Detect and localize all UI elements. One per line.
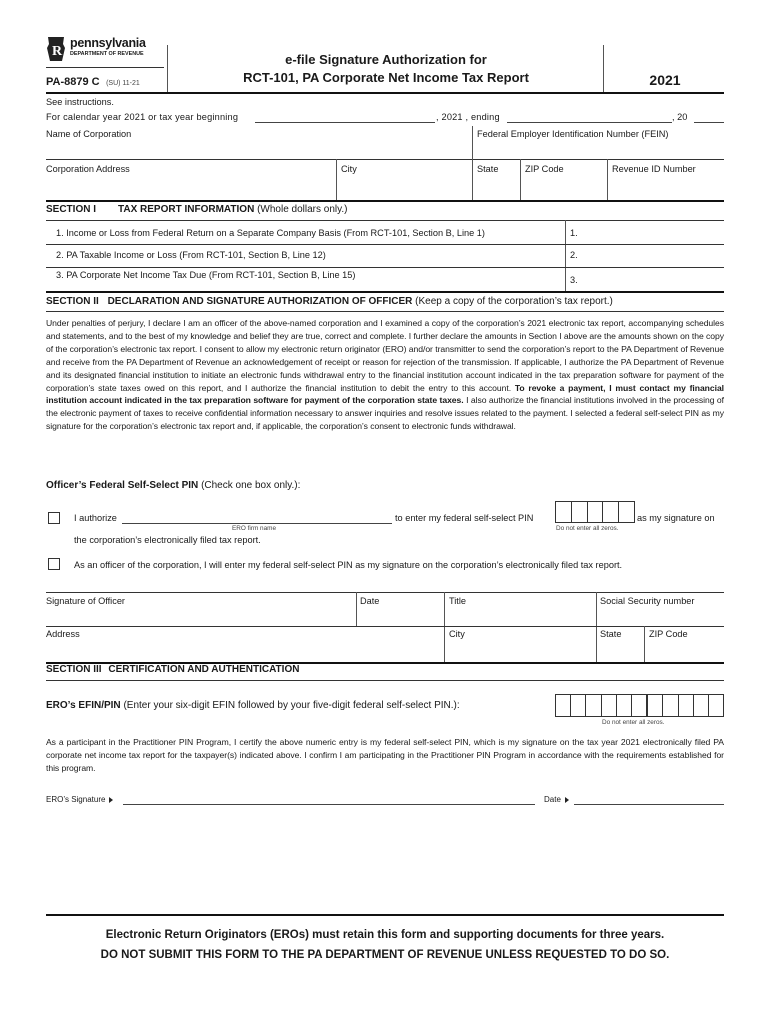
sig-officer-field[interactable] bbox=[46, 608, 354, 625]
form-revision: (SU) 11-21 bbox=[106, 80, 140, 87]
zip-label: ZIP Code bbox=[525, 164, 564, 174]
sig-title-field[interactable] bbox=[446, 608, 594, 625]
option2-checkbox[interactable] bbox=[48, 558, 60, 570]
state-label: State bbox=[477, 164, 499, 174]
section3-header bbox=[46, 664, 299, 675]
ero-firm-name-label: ERO firm name bbox=[232, 525, 277, 532]
svg-text:R: R bbox=[52, 44, 63, 59]
city-label: City bbox=[341, 164, 357, 174]
fein-label: Federal Employer Identification Number (FEIN) bbox=[477, 129, 669, 139]
officer-address-field[interactable] bbox=[46, 642, 442, 660]
corporation-address-label: Corporation Address bbox=[46, 164, 130, 174]
efin-label bbox=[46, 700, 460, 711]
pa-logo bbox=[46, 36, 166, 66]
zip-field[interactable] bbox=[522, 177, 605, 198]
section1-line2-text: 2. PA Taxable Income or Loss (From RCT-101, Section B, Line 12) bbox=[56, 250, 326, 260]
calendar-prefix: For calendar year 2021 or tax year beginning bbox=[46, 112, 239, 122]
fein-field[interactable] bbox=[476, 141, 724, 158]
see-instructions: See instructions. bbox=[46, 97, 114, 107]
city-field[interactable] bbox=[338, 177, 470, 198]
option1-prefix: I authorize bbox=[74, 513, 117, 523]
revenue-id-field[interactable] bbox=[609, 177, 724, 198]
option2-text: As an officer of the corporation, I will enter my federal self-select PIN as my signature on the corporation’s electronically filed tax report. bbox=[74, 560, 623, 570]
officer-pin-zeros-note: Do not enter all zeros. bbox=[556, 525, 619, 532]
option1-checkbox[interactable] bbox=[48, 512, 60, 524]
form-id bbox=[46, 72, 140, 90]
section3-title: CERTIFICATION AND AUTHENTICATION bbox=[108, 664, 300, 675]
sig-ssn-label: Social Security number bbox=[600, 596, 695, 606]
ero-date-field[interactable] bbox=[574, 804, 724, 805]
officer-state-label: State bbox=[600, 629, 622, 639]
section3-heading: SECTION III bbox=[46, 664, 102, 675]
efin-label-text: ERO’s EFIN/PIN bbox=[46, 700, 121, 711]
name-of-corporation-field[interactable] bbox=[46, 141, 470, 158]
certification-paragraph: As a participant in the Practitioner PIN Program, I certify the above numeric entry is my federal self-select PIN, which is my signature on the tax year 2021 electronically filed PA corporate net income tax report for the taxpayer(s) indicated above. I confirm I am participating in the Practitioner PIN Program in accordance with the requirements established for this program. bbox=[46, 737, 724, 773]
option1-mid: to enter my federal self-select PIN bbox=[395, 513, 534, 523]
form-number: PA-8879 C bbox=[46, 76, 100, 88]
officer-pin-boxes[interactable] bbox=[555, 501, 635, 523]
ero-date-label: Date bbox=[544, 795, 561, 804]
section1-title bbox=[118, 204, 347, 215]
declaration-revoke-text: To revoke a payment, I must contact my financial institution account indicated in the tax preparation software for payment of the corporation state taxes. bbox=[46, 382, 725, 406]
section1-line2-num: 2. bbox=[570, 250, 578, 260]
revenue-id-label: Revenue ID Number bbox=[612, 164, 696, 174]
section2-header bbox=[46, 296, 613, 307]
calendar-mid: , 2021 , ending bbox=[436, 112, 500, 122]
name-of-corporation-label: Name of Corporation bbox=[46, 129, 132, 139]
declaration-text-2: I also authorize the financial institutions involved in the processing of the electronic payment of taxes to receive confidential information necessary to answer inquiries and resolve issues related to the payment. I selected a federal self-select PIN as my signature for the corporation’s electronic tax report and, if applicable, the corporation’s consent to electronic funds withdrawal. bbox=[46, 395, 724, 432]
corporation-address-field[interactable] bbox=[46, 177, 334, 198]
option1-line2: the corporation’s electronically filed tax report. bbox=[74, 535, 261, 545]
tax-year-begin-field[interactable] bbox=[255, 122, 435, 123]
section1-line2-field[interactable] bbox=[582, 246, 724, 266]
section2-title: DECLARATION AND SIGNATURE AUTHORIZATION OF OFFICER bbox=[107, 296, 413, 307]
tax-year-end-field[interactable] bbox=[507, 122, 672, 123]
sig-title-label: Title bbox=[449, 596, 467, 606]
option1-suffix: as my signature on bbox=[637, 513, 715, 523]
ero-firm-name-field[interactable] bbox=[122, 523, 392, 524]
section1-line1-num: 1. bbox=[570, 228, 578, 238]
officer-city-label: City bbox=[449, 629, 465, 639]
ero-signature-label: ERO’s Signature bbox=[46, 795, 106, 804]
section2-note: (Keep a copy of the corporation’s tax report.) bbox=[415, 296, 613, 307]
keystone-logo-icon bbox=[46, 36, 66, 62]
pin-heading-note: (Check one box only.): bbox=[201, 480, 301, 491]
officer-zip-label: ZIP Code bbox=[649, 629, 688, 639]
section1-line1-field[interactable] bbox=[582, 223, 724, 242]
pin-heading bbox=[46, 480, 300, 491]
brand-dept: DEPARTMENT OF REVENUE bbox=[70, 51, 144, 57]
state-field[interactable] bbox=[474, 177, 518, 198]
efin-note: (Enter your six-digit EFIN followed by your five-digit federal self-select PIN.): bbox=[123, 700, 460, 711]
officer-city-field[interactable] bbox=[446, 642, 594, 660]
section1-note: (Whole dollars only.) bbox=[257, 204, 348, 215]
tax-year: 2021 bbox=[649, 72, 681, 88]
section1-line1-text: 1. Income or Loss from Federal Return on a Separate Company Basis (From RCT-101, Section B, Line 1) bbox=[56, 228, 485, 238]
form-title-line1: e-file Signature Authorization for bbox=[285, 52, 487, 67]
ero-signature-field[interactable] bbox=[123, 804, 535, 805]
sig-ssn-field[interactable] bbox=[598, 608, 724, 625]
section1-line3-num: 3. bbox=[570, 275, 578, 285]
section1-heading: SECTION I bbox=[46, 204, 97, 215]
footer-do-not-submit: DO NOT SUBMIT THIS FORM TO THE PA DEPARTMENT OF REVENUE UNLESS REQUESTED TO DO SO. bbox=[100, 949, 670, 961]
calendar-suffix: , 20 bbox=[672, 112, 688, 122]
section1-line3-text: 3. PA Corporate Net Income Tax Due (From RCT-101, Section B, Line 15) bbox=[56, 270, 356, 280]
declaration-paragraph bbox=[46, 317, 724, 433]
sig-officer-label: Signature of Officer bbox=[46, 596, 125, 606]
tax-year-end-year-field[interactable] bbox=[694, 122, 724, 123]
efin-zeros-note: Do not enter all zeros. bbox=[602, 719, 665, 726]
form-title-line2: RCT-101, PA Corporate Net Income Tax Report bbox=[243, 70, 529, 85]
ero-date-arrow-icon bbox=[565, 797, 569, 803]
brand-name: pennsylvania bbox=[70, 36, 146, 50]
officer-zip-field[interactable] bbox=[646, 642, 724, 660]
efin-pin-boxes[interactable] bbox=[555, 694, 724, 717]
ero-signature-arrow-icon bbox=[109, 797, 113, 803]
officer-address-label: Address bbox=[46, 629, 80, 639]
section2-heading: SECTION II bbox=[46, 296, 99, 307]
footer-retain-notice: Electronic Return Originators (EROs) must retain this form and supporting documents for three years. bbox=[105, 929, 665, 941]
section1-line3-field[interactable] bbox=[582, 269, 724, 290]
declaration-text-1: Under penalties of perjury, I declare I am an officer of the above-named corporation and I examined a copy of the corporation’s 2021 electronic tax report, accompanying schedules and statements, and to the best of my knowledge and belief they are true, correct and complete. I further declare the amounts in Section I above are the amounts shown on the copy of the corporation’s electronic tax report. I consent to allow my electronic return originator (ERO) and/or transmitter to send the corporation’s report to the PA Department of Revenue and receive from the PA Department of Revenue an acknowledgement of receipt or reason for rejection of the transmission. If applicable, I authorize the PA Department of Revenue and its designated financial institution to initiate an electronic funds withdrawal entry to the financial institution account indicated in the tax preparation software for payment of the corporation’s state taxes owed on this report, and I authorize the financial institution to debit the entry to this account. bbox=[46, 318, 724, 393]
pin-heading-text: Officer’s Federal Self-Select PIN bbox=[46, 480, 199, 491]
officer-state-field[interactable] bbox=[598, 642, 642, 660]
ero-signature-row bbox=[46, 795, 115, 804]
sig-date-field[interactable] bbox=[358, 608, 442, 625]
sig-date-label: Date bbox=[360, 596, 380, 606]
ero-date-row bbox=[544, 795, 571, 804]
section1-title-text: TAX REPORT INFORMATION bbox=[118, 204, 255, 215]
